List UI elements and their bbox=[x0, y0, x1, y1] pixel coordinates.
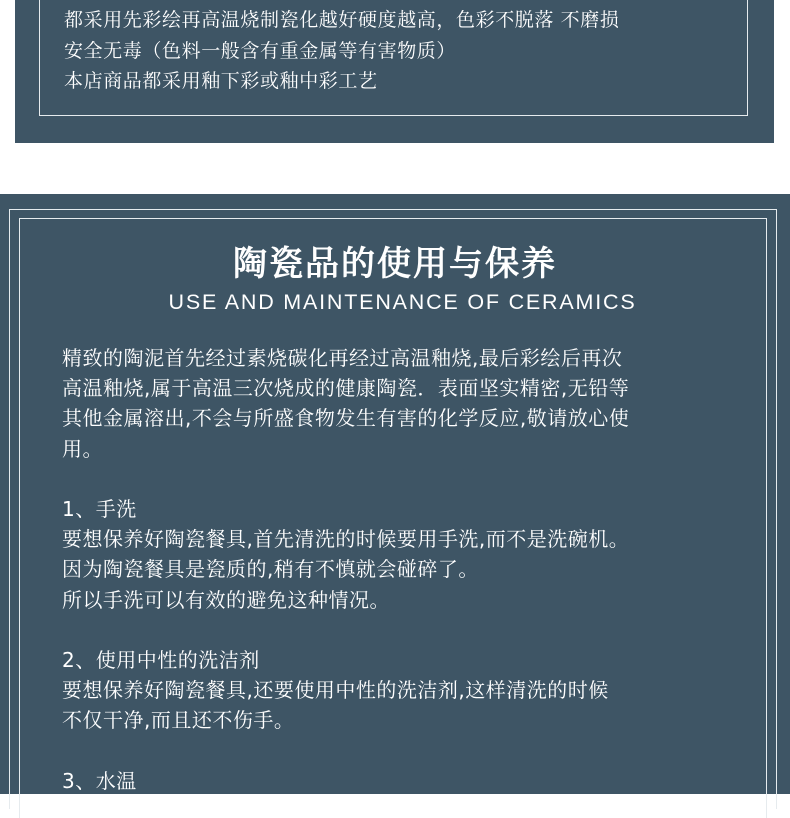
intro-line: 其他金属溶出,不会与所盛食物发生有害的化学反应,敬请放心使 bbox=[62, 406, 630, 431]
section-line: 要想保养好陶瓷餐具,还要使用中性的洗洁剂,这样清洗的时候 bbox=[62, 678, 609, 703]
section-line: 要想保养好陶瓷餐具,首先清洗的时候要用手洗,而不是洗碗机。 bbox=[62, 527, 630, 552]
intro-line: 精致的陶泥首先经过素烧碳化再经过高温釉烧,最后彩绘后再次 bbox=[62, 346, 623, 370]
top-panel-line: 本店商品都采用釉下彩或釉中彩工艺 bbox=[64, 70, 378, 92]
top-panel-text bbox=[64, 5, 619, 97]
intro-line: 用。 bbox=[62, 436, 103, 461]
paragraph-gap bbox=[62, 464, 742, 494]
section-line: 因为陶瓷餐具是瓷质的,稍有不慎就会碰碎了。 bbox=[62, 557, 479, 582]
section-heading: 3、水温 bbox=[62, 768, 137, 793]
body-text bbox=[62, 343, 742, 796]
top-panel-line: 都采用先彩绘再高温烧制瓷化越好硬度越高，色彩不脱落 不磨损 bbox=[64, 9, 620, 31]
section-heading: 1、手洗 bbox=[62, 496, 137, 521]
paragraph-gap bbox=[62, 735, 742, 765]
page-subtitle: USE AND MAINTENANCE OF CERAMICS bbox=[168, 290, 637, 314]
maintenance-panel bbox=[0, 194, 790, 794]
top-info-panel bbox=[15, 0, 774, 143]
section-line: 不仅干净,而且还不伤手。 bbox=[62, 708, 295, 733]
top-panel-line: 安全无毒（色料一般含有重金属等有害物质） bbox=[64, 39, 457, 62]
paragraph-gap bbox=[62, 615, 742, 645]
section-line: 所以手洗可以有效的避免这种情况。 bbox=[62, 587, 390, 612]
intro-line: 高温釉烧,属于高温三次烧成的健康陶瓷．表面坚实精密,无铅等 bbox=[62, 376, 630, 401]
page-title: 陶瓷品的使用与保养 bbox=[233, 244, 557, 284]
section-heading: 2、使用中性的洗洁剂 bbox=[62, 647, 260, 672]
